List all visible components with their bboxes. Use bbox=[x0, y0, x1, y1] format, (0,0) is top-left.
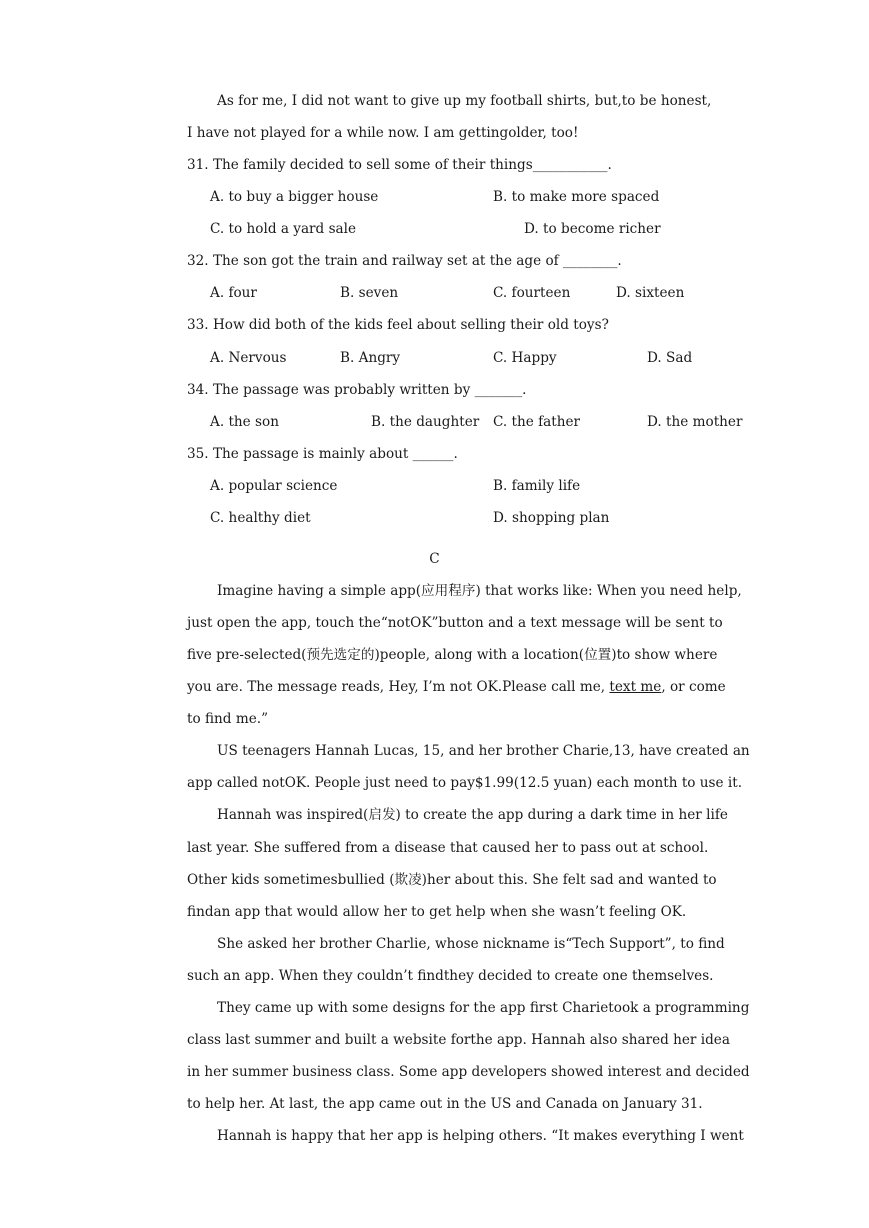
passage-line: Imagine having a simple app(应用程序) that works like: When you need help, bbox=[217, 583, 742, 599]
passage-text: , or come bbox=[661, 679, 726, 695]
passage-line: to help her. At last, the app came out in the US and Canada on January 31. bbox=[187, 1096, 703, 1112]
passage-line: in her summer business class. Some app developers showed interest and decided bbox=[187, 1064, 750, 1080]
question-31-stem: 31. The family decided to sell some of their things___________. bbox=[187, 157, 612, 173]
passage-line: to find me.” bbox=[187, 711, 269, 727]
passage-line: They came up with some designs for the app first Charietook a programming bbox=[217, 1000, 750, 1016]
q31-option-a: A. to buy a bigger house bbox=[210, 189, 379, 205]
q35-option-a: A. popular science bbox=[210, 478, 338, 494]
passage-line: Hannah was inspired(启发) to create the app during a dark time in her life bbox=[217, 807, 728, 823]
q35-option-d: D. shopping plan bbox=[493, 510, 610, 526]
q32-option-c: C. fourteen bbox=[493, 285, 571, 301]
q32-option-a: A. four bbox=[210, 285, 257, 301]
passage-line: app called notOK. People just need to pay$1.99(12.5 yuan) each month to use it. bbox=[187, 775, 743, 791]
q34-option-d: D. the mother bbox=[647, 414, 743, 430]
passage-line: five pre-selected(预先选定的)people, along with a location(位置)to show where bbox=[187, 647, 718, 663]
underlined-phrase: text me bbox=[609, 679, 662, 695]
q32-option-d: D. sixteen bbox=[616, 285, 685, 301]
q31-option-d: D. to become richer bbox=[524, 221, 661, 237]
passage-line: Hannah is happy that her app is helping others. “It makes everything I went bbox=[217, 1128, 744, 1144]
passage-line: such an app. When they couldn’t findthey decided to create one themselves. bbox=[187, 968, 714, 984]
question-35-stem: 35. The passage is mainly about ______. bbox=[187, 446, 458, 462]
passage-line: US teenagers Hannah Lucas, 15, and her brother Charie,13, have created an bbox=[217, 743, 750, 759]
passage-line: As for me, I did not want to give up my football shirts, but,to be honest, bbox=[217, 93, 712, 109]
passage-line: findan app that would allow her to get help when she wasn’t feeling OK. bbox=[187, 904, 687, 920]
q32-option-b: B. seven bbox=[340, 285, 399, 301]
passage-line: last year. She suffered from a disease that caused her to pass out at school. bbox=[187, 840, 709, 856]
q33-option-c: C. Happy bbox=[493, 350, 557, 366]
q31-option-b: B. to make more spaced bbox=[493, 189, 660, 205]
passage-line bbox=[187, 677, 767, 697]
passage-line: class last summer and built a website forthe app. Hannah also shared her idea bbox=[187, 1032, 730, 1048]
passage-line: just open the app, touch the“notOK”button and a text message will be sent to bbox=[187, 615, 723, 631]
q34-option-c: C. the father bbox=[493, 414, 581, 430]
question-34-stem: 34. The passage was probably written by _______. bbox=[187, 382, 527, 398]
passage-line: Other kids sometimesbullied (欺凌)her about this. She felt sad and wanted to bbox=[187, 872, 717, 888]
passage-line: She asked her brother Charlie, whose nickname is“Tech Support”, to find bbox=[217, 936, 725, 952]
q35-option-c: C. healthy diet bbox=[210, 510, 311, 526]
q34-option-a: A. the son bbox=[210, 414, 279, 430]
q34-option-b: B. the daughter bbox=[371, 414, 480, 430]
question-33-stem: 33. How did both of the kids feel about selling their old toys? bbox=[187, 317, 609, 333]
passage-line: I have not played for a while now. I am gettingolder, too! bbox=[187, 125, 579, 141]
q31-option-c: C. to hold a yard sale bbox=[210, 221, 357, 237]
question-32-stem: 32. The son got the train and railway set at the age of ________. bbox=[187, 253, 622, 269]
q33-option-a: A. Nervous bbox=[210, 350, 287, 366]
section-title: C bbox=[429, 551, 440, 567]
q35-option-b: B. family life bbox=[493, 478, 581, 494]
passage-text: you are. The message reads, Hey, I’m not OK.Please call me, bbox=[187, 679, 610, 695]
q33-option-d: D. Sad bbox=[647, 350, 693, 366]
q33-option-b: B. Angry bbox=[340, 350, 401, 366]
